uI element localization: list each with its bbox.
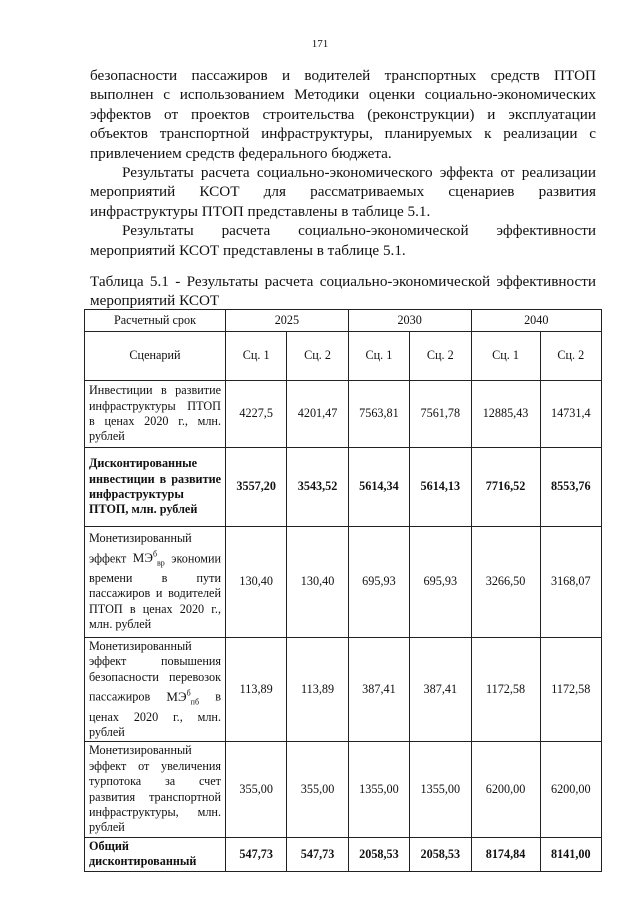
- table-cell: 1172,58: [540, 638, 601, 742]
- table-cell: 4201,47: [287, 381, 348, 448]
- table-cell: 355,00: [287, 742, 348, 837]
- scenario-header: Сценарий: [85, 332, 226, 381]
- table-row: [85, 742, 602, 837]
- page-number: 171: [311, 38, 329, 50]
- formula-symbol: $МЭ^б_{пб}$: [166, 688, 200, 707]
- table-cell: 547,73: [287, 837, 348, 871]
- results-table: [84, 309, 602, 872]
- table-header-row: [85, 310, 602, 332]
- year-header: 2040: [471, 310, 602, 332]
- period-header: Расчетный срок: [85, 310, 226, 332]
- row-label: Общий дисконтированный: [85, 837, 226, 871]
- scenario-cell: Сц. 1: [348, 332, 409, 381]
- row-label-text: экономии времени в пути пассажиров и водителей ПТОП в ценах 2020 г., млн. рублей: [89, 551, 221, 632]
- table-cell: 1355,00: [410, 742, 471, 837]
- table-cell: 5614,13: [410, 448, 471, 527]
- scenario-cell: Сц. 2: [410, 332, 471, 381]
- table-caption: Таблица 5.1 - Результаты расчета социально-экономической эффективности мероприятий КСОТ: [90, 273, 596, 309]
- row-label: Монетизированный эффект от увеличения турпотока за счет развития транспортной инфраструктуры, млн. рублей: [85, 742, 226, 837]
- table-row: [85, 448, 602, 527]
- table-subheader-row: [85, 332, 602, 381]
- row-label: [85, 527, 226, 638]
- table-cell: 7716,52: [471, 448, 540, 527]
- formula-symbol: $МЭ^б_{вр}$: [132, 549, 165, 568]
- row-label-text: Монетизированный эффект повышения безопасности перевозок пассажиров: [89, 639, 221, 704]
- table-cell: 4227,5: [226, 381, 287, 448]
- paragraph: безопасности пассажиров и водителей транспортных средств ПТОП выполнен с использованием Методики оценки социально-экономических эффектов от проектов строительства (реконструкции) и эксплуатации объектов транспортной инфраструктуры, планируемых к реализации с привлечением средств федерального бюджета.: [90, 67, 596, 162]
- table-cell: 387,41: [348, 638, 409, 742]
- scenario-cell: Сц. 2: [540, 332, 601, 381]
- table-cell: 547,73: [226, 837, 287, 871]
- row-label-text: в ценах 2020 г., млн. рублей: [89, 689, 221, 739]
- table-cell: 7561,78: [410, 381, 471, 448]
- table-cell: 14731,4: [540, 381, 601, 448]
- table-cell: 12885,43: [471, 381, 540, 448]
- table-cell: 3543,52: [287, 448, 348, 527]
- table-cell: 3266,50: [471, 527, 540, 638]
- table-cell: 2058,53: [410, 837, 471, 871]
- year-header: 2030: [348, 310, 471, 332]
- table-cell: 6200,00: [540, 742, 601, 837]
- table-cell: 113,89: [287, 638, 348, 742]
- table-cell: 113,89: [226, 638, 287, 742]
- table-cell: 355,00: [226, 742, 287, 837]
- table-cell: 7563,81: [348, 381, 409, 448]
- scenario-cell: Сц. 2: [287, 332, 348, 381]
- paragraph: Результаты расчета социально-экономической эффективности мероприятий КСОТ представлены в таблице 5.1.: [90, 222, 596, 259]
- year-header: 2025: [226, 310, 349, 332]
- table-row: [85, 527, 602, 638]
- table-row: [85, 837, 602, 871]
- table-cell: 8174,84: [471, 837, 540, 871]
- table-cell: 387,41: [410, 638, 471, 742]
- table-cell: 695,93: [410, 527, 471, 638]
- table-cell: 3557,20: [226, 448, 287, 527]
- table-cell: 1355,00: [348, 742, 409, 837]
- table-cell: 695,93: [348, 527, 409, 638]
- row-label: [85, 638, 226, 742]
- table-cell: 1172,58: [471, 638, 540, 742]
- table-row: [85, 638, 602, 742]
- table-cell: 130,40: [287, 527, 348, 638]
- table-cell: 6200,00: [471, 742, 540, 837]
- row-label-text: Монетизированный эффект: [89, 531, 192, 566]
- row-label: Инвестиции в развитие инфраструктуры ПТОП в ценах 2020 г., млн. рублей: [85, 381, 226, 448]
- table-cell: 130,40: [226, 527, 287, 638]
- table-cell: 5614,34: [348, 448, 409, 527]
- row-label: Дисконтированные инвестиции в развитие инфраструктуры ПТОП, млн. рублей: [85, 448, 226, 527]
- paragraph: Результаты расчета социально-экономического эффекта от реализации мероприятий КСОТ для рассматриваемых сценариев развития инфраструктуры ПТОП представлены в таблице 5.1.: [90, 164, 596, 220]
- body-text: [90, 66, 596, 260]
- scenario-cell: Сц. 1: [226, 332, 287, 381]
- table-cell: 3168,07: [540, 527, 601, 638]
- table-row: [85, 381, 602, 448]
- table-cell: 2058,53: [348, 837, 409, 871]
- scenario-cell: Сц. 1: [471, 332, 540, 381]
- table-cell: 8553,76: [540, 448, 601, 527]
- table-cell: 8141,00: [540, 837, 601, 871]
